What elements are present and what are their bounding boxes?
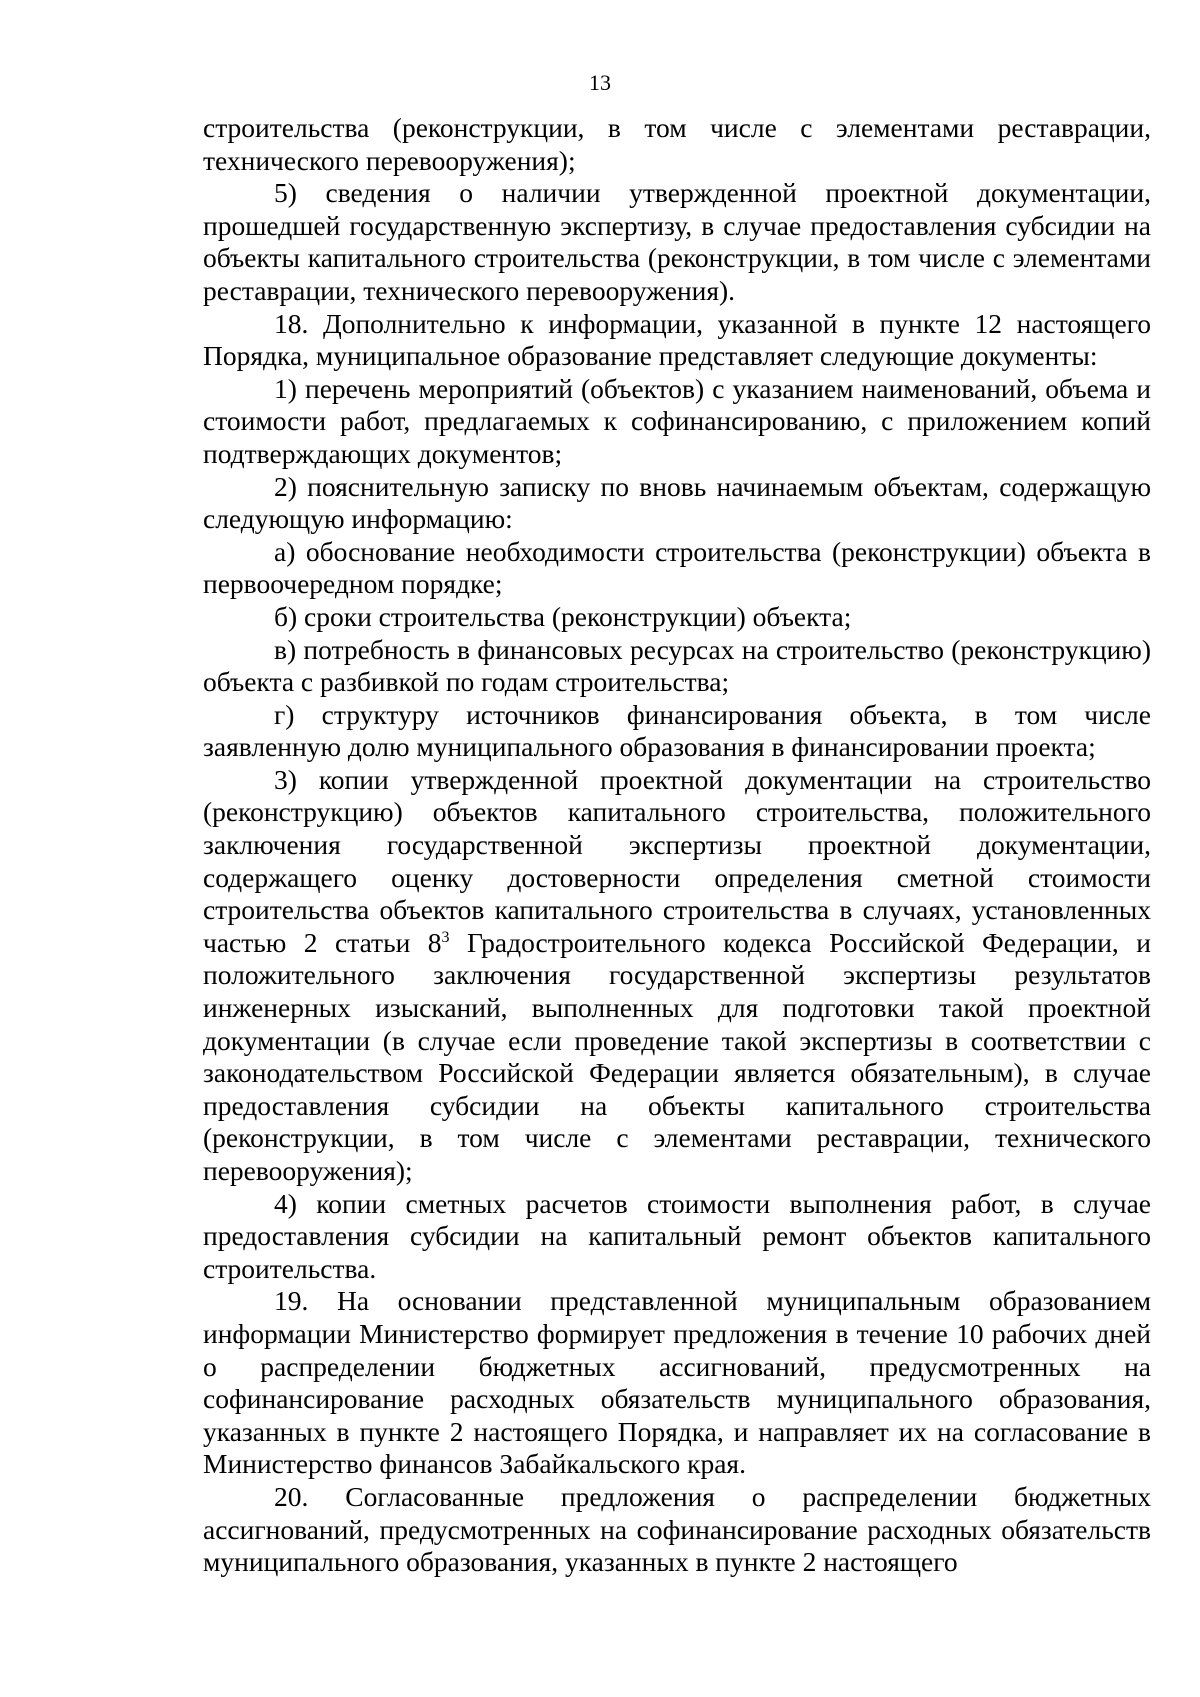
paragraph-18-item-1: 1) перечень мероприятий (объектов) с указанием наименований, объема и стоимости работ, предлагаемых к софинансированию, с приложением копий подтверждающих документов; [203,372,1151,469]
paragraph-continuation: строительства (реконструкции, в том числе с элементами реставрации, технического перевооружения); [203,112,1151,176]
paragraph-18: 18. Дополнительно к информации, указанной в пункте 12 настоящего Порядка, муниципальное образование представляет следующие документы: [203,307,1151,372]
paragraph-18-item-2: 2) пояснительную записку по вновь начинаемым объектам, содержащую следующую информацию: [203,470,1151,535]
document-body [203,112,1151,1579]
article-superscript: 3 [441,928,450,946]
paragraph-18-item-2d: г) структуру источников финансирования объекта, в том числе заявленную долю муниципального образования в финансировании проекта; [203,698,1151,763]
paragraph-18-item-2c: в) потребность в финансовых ресурсах на строительство (реконструкцию) объекта с разбивкой по годам строительства; [203,633,1151,698]
paragraph-18-item-4: 4) копии сметных расчетов стоимости выполнения работ, в случае предоставления субсидии на капитальный ремонт объектов капитального строительства. [203,1187,1151,1284]
paragraph-20: 20. Согласованные предложения о распределении бюджетных ассигнований, предусмотренных на софинансирование расходных обязательств муниципального образования, указанных в пункте 2 настоящего [203,1480,1151,1578]
paragraph-18-item-3-text-b: Градостроительного кодекса Российской Федерации, и положительного заключения государственной экспертизы результатов инженерных изысканий, выполненных для подготовки такой проектной документации (в случае если проведение такой экспертизы в соответствии с законодательством Российской Федерации является обязательным), в случае предоставления субсидии на объекты капитального строительства (реконструкции, в том числе с элементами реставрации, технического перевооружения); [203,926,1151,1186]
paragraph-19: 19. На основании представленной муниципальным образованием информации Министерство формирует предложения в течение 10 рабочих дней о распределении бюджетных ассигнований, предусмотренных на софинансирование расходных обязательств муниципального образования, указанных в пункте 2 настоящего Порядка, и направляет их на согласование в Министерство финансов Забайкальского края. [203,1285,1151,1480]
paragraph-18-item-3 [203,764,1151,1188]
page-number: 13 [589,70,611,95]
paragraph-item-5: 5) сведения о наличии утвержденной проектной документации, прошедшей государственную экспертизу, в случае предоставления субсидии на объекты капитального строительства (реконструкции, в том числе с элементами реставрации, технического перевооружения). [203,177,1151,306]
paragraph-18-item-2b: б) сроки строительства (реконструкции) объекта; [274,600,852,632]
paragraph-18-item-2a: а) обоснование необходимости строительства (реконструкции) объекта в первоочередном порядке; [203,535,1151,600]
paragraph-18-item-3-text-a: 3) копии утвержденной проектной документации на строительство (реконструкцию) объектов капитального строительства, положительного заключения государственной экспертизы проектной документации, содержащего оценку достоверности определения сметной стоимости строительства объектов капитального строительства в случаях, установленных частью 2 статьи 8 [203,763,1151,958]
